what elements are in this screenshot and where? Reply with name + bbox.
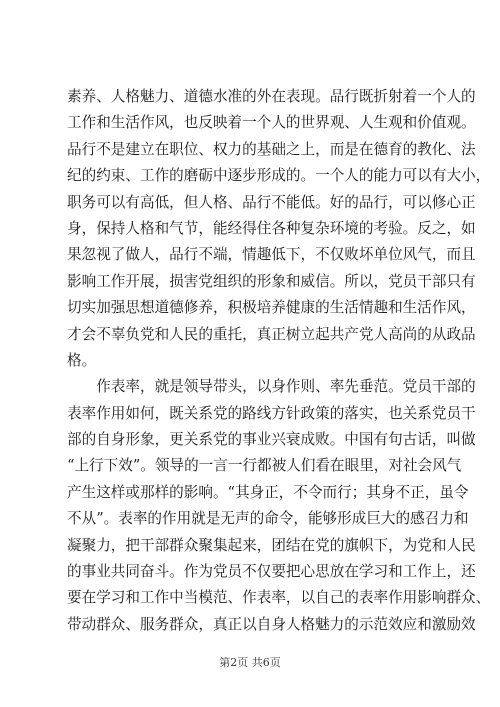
text-line: 切实加强思想道德修养，积极培养健康的生活情趣和生活作风， — [67, 299, 476, 317]
text-line: 格。 — [67, 351, 97, 369]
page-number-footer: 第2页 共6页 — [219, 656, 281, 669]
text-line: 部的自身形象，更关系党的事业兴衰成败。中国有句古话，叫做 — [67, 431, 476, 449]
text-line: 身，保持人格和气节，能经得住各种复杂环境的考验。反之，如 — [67, 219, 476, 237]
text-line: 不从”。表率的作用就是无声的命令，能够形成巨大的感召力和 — [67, 510, 469, 528]
text-line: 果忽视了做人，品行不端，情趣低下，不仅败坏单位风气，而且 — [67, 246, 476, 264]
text-line: 表率作用如何，既关系党的路线方针政策的落实，也关系党员干 — [67, 404, 476, 422]
text-line: 工作和生活作风，也反映着一个人的世界观、人生观和价值观。 — [67, 114, 476, 132]
text-line: 素养、人格魅力、道德水准的外在表现。品行既折射着一个人的 — [67, 88, 476, 105]
text-line: 带动群众、服务群众，真正以自身人格魅力的示范效应和激励效 — [67, 615, 476, 633]
text-line: 才会不辜负党和人民的重托，真正树立起共产党人高尚的从政品 — [67, 325, 476, 343]
text-line: 凝聚力，把干部群众聚集起来，团结在党的旗帜下，为党和人民 — [67, 536, 476, 554]
text-line: 影响工作开展，损害党组织的形象和威信。所以，党员干部只有 — [67, 272, 476, 290]
text-line: 的事业共同奋斗。作为党员不仅要把心思放在学习和工作上，还 — [67, 563, 476, 581]
text-line: 要在学习和工作中当模范、作表率，以自己的表率作用影响群众、 — [67, 589, 491, 607]
text-line: 纪的约束、工作的磨砺中逐步形成的。一个人的能力可以有大小， — [67, 167, 491, 185]
text-line: 职务可以有高低，但人格、品行不能低。好的品行，可以修心正 — [67, 193, 476, 211]
text-line: 品行不是建立在职位、权力的基础之上，而是在德育的教化、法 — [67, 140, 476, 158]
paragraph-start-line: 作表率，就是领导带头，以身作则、率先垂范。党员干部的 — [67, 378, 476, 396]
body-text — [67, 84, 491, 638]
text-line: 产生这样或那样的影响。“其身正，不令而行；其身不正，虽令 — [67, 483, 469, 501]
text-line: “上行下效”。领导的一言一行都被人们看在眼里，对社会风气 — [67, 457, 462, 475]
